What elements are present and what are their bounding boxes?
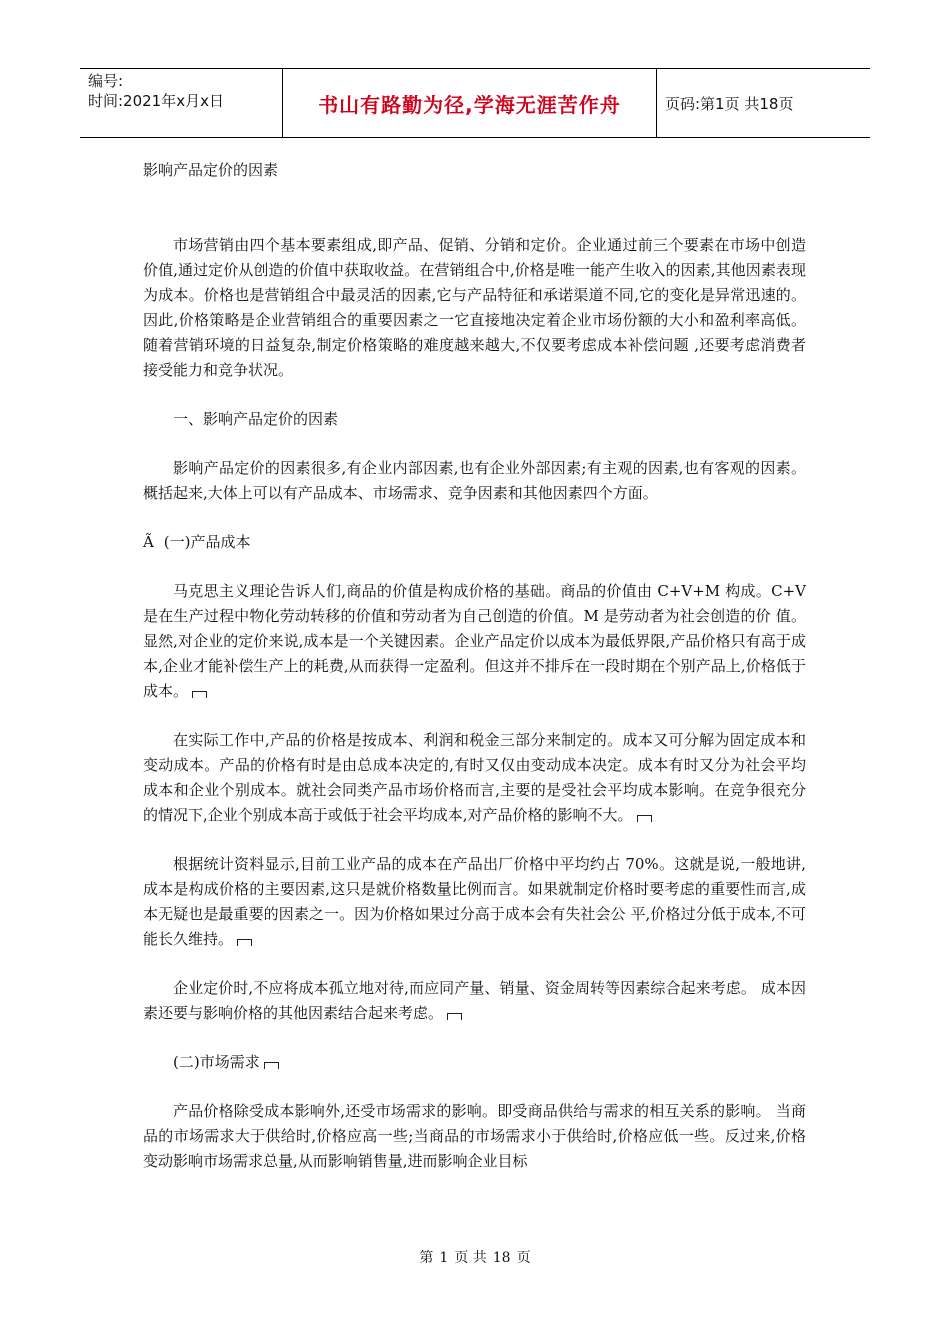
footer-page-suffix: 页 — [516, 1250, 531, 1266]
header-page-label: 页码:第1页 共18页 — [665, 94, 794, 113]
footer-page-middle: 页 共 — [454, 1250, 487, 1266]
document-title: 影响产品定价的因素 — [143, 161, 279, 179]
cost-paragraph-1-text: 马克思主义理论告诉人们,商品的价值是构成价格的基础。商品的价值由 C+V+M 构成。C+V 是在生产过程中物化劳动转移的价值和劳动者为自己创造的价值。M 是劳动者为社会创造的价 值。显然,对企业的定价来说,成本是一个关键因素。企业产品定价以成本为最低界限,产品价格只有高于成本,企业才能补偿生产上的耗费,从而获得一定盈利。但这并不排斥在一段时期在个别产品上,价格低于成本。 — [143, 582, 806, 700]
subsection-2-title: (二)市场需求 — [173, 1053, 260, 1071]
cost-paragraph-3-text: 根据统计资料显示,目前工业产品的成本在产品出厂价格中平均约占 70%。这就是说,一般地讲,成本是构成价格的主要因素,这只是就价格数量比例而言。如果就制定价格时要考虑的重要性而言,成本无疑也是最重要的因素之一。因为价格如果过分高于成本会有失社会公 平,价格过分低于成本,不可能长久维持。 — [143, 855, 806, 948]
return-mark-icon — [237, 939, 252, 946]
document-number-label: 编号: — [88, 72, 124, 90]
footer-total-pages: 18 — [492, 1250, 511, 1266]
cost-paragraph-1 — [143, 579, 806, 704]
subsection-1-heading — [143, 530, 806, 555]
document-date-label: 时间:2021年x月x日 — [88, 92, 224, 110]
header-info-cell — [80, 69, 283, 137]
return-mark-icon — [192, 691, 207, 698]
cost-paragraph-2-text: 在实际工作中,产品的价格是按成本、利润和税金三部分来制定的。成本又可分解为固定成本和变动成本。产品的价格有时是由总成本决定的,有时又仅由变动成本决定。成本有时又分为社会平均成本和企业个别成本。就社会同类产品市场价格而言,主要的是受社会平均成本影响。在竞争很充分的情况下,企业个别成本高于或低于社会平均成本,对产品价格的影响不大。 — [143, 731, 806, 824]
cost-paragraph-3 — [143, 852, 806, 952]
document-body — [143, 158, 806, 1198]
bullet-mark: Ã — [143, 533, 154, 551]
footer-page-prefix: 第 — [419, 1250, 434, 1266]
intro-paragraph: 市场营销由四个基本要素组成,即产品、促销、分销和定价。企业通过前三个要素在市场中创造价值,通过定价从创造的价值中获取收益。在营销组合中,价格是唯一能产生收入的因素,其他因素表现为成本。价格也是营销组合中最灵活的因素,它与产品特征和承诺渠道不同,它的变化是异常迅速的。因此,价格策略是企业营销组合的重要因素之一它直接地决定着企业市场份额的大小和盈利率高低。随着营销环境的日益复杂,制定价格策略的难度越来越大,不仅要考虑成本补偿问题 ,还要考虑消费者接受能力和竞争状况。 — [143, 236, 806, 379]
header-table — [80, 68, 870, 138]
subsection-2-heading — [143, 1050, 806, 1075]
header-motto: 书山有路勤为径,学海无涯苦作舟 — [283, 69, 657, 137]
return-mark-icon — [637, 815, 652, 822]
cost-paragraph-4 — [143, 976, 806, 1026]
footer-page-number: 1 — [439, 1250, 449, 1266]
subsection-1-title: (一)产品成本 — [163, 533, 251, 551]
cost-paragraph-2 — [143, 728, 806, 828]
demand-paragraph-1: 产品价格除受成本影响外,还受市场需求的影响。即受商品供给与需求的相互关系的影响。 当商品的市场需求大于供给时,价格应高一些;当商品的市场需求小于供给时,价格应低一些。反过来,价格变动影响市场需求总量,从而影响销售量,进而影响企业目标 — [143, 1102, 806, 1170]
section-1-heading: 一、影响产品定价的因素 — [173, 410, 339, 428]
page-footer — [0, 1247, 950, 1267]
return-mark-icon — [447, 1013, 462, 1020]
section-1-paragraph: 影响产品定价的因素很多,有企业内部因素,也有企业外部因素;有主观的因素,也有客观的因素。概括起来,大体上可以有产品成本、市场需求、竞争因素和其他因素四个方面。 — [143, 459, 806, 502]
cost-paragraph-4-text: 企业定价时,不应将成本孤立地对待,而应同产量、销量、资金周转等因素综合起来考虑。 成本因素还要与影响价格的其他因素结合起来考虑。 — [143, 979, 806, 1022]
return-mark-icon — [264, 1062, 279, 1069]
